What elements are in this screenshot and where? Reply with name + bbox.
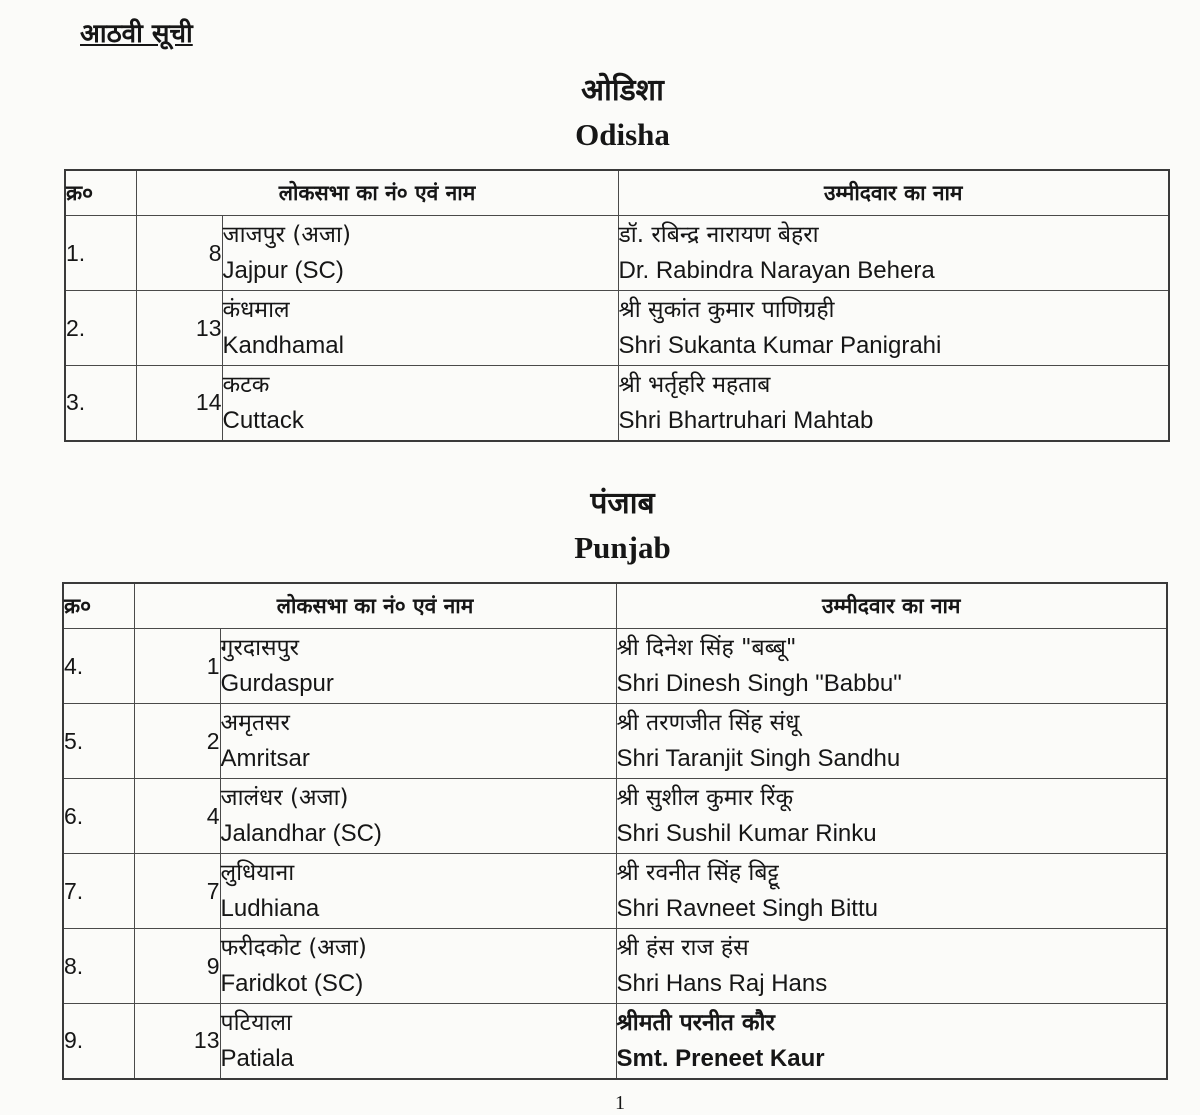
candidate-hindi: श्री हंस राज हंस [616,935,749,961]
candidate-name [618,291,1169,366]
serial-number: 6. [63,779,134,854]
constituency-name [222,216,618,291]
constituency-hindi: फरीदकोट (अजा) [220,935,367,961]
table-row [63,929,1167,1004]
table-row [65,216,1169,291]
candidate-english: Shri Sushil Kumar Rinku [616,820,877,847]
constituency-name [222,291,618,366]
table-row [63,779,1167,854]
serial-number: 7. [63,854,134,929]
candidate-english: Shri Ravneet Singh Bittu [616,895,878,922]
serial-number: 8. [63,929,134,1004]
constituency-hindi: जाजपुर (अजा) [222,222,351,248]
constituency-header: लोकसभा का नं० एवं नाम [134,583,616,629]
table-row [65,366,1169,441]
candidate-name [616,704,1167,779]
table-header-row [63,583,1167,629]
candidate-hindi: श्री भर्तृहरि महताब [618,371,771,398]
candidate-header: उम्मीदवार का नाम [616,583,1167,629]
constituency-name [220,929,616,1004]
candidate-name [616,1004,1167,1079]
constituency-name [220,704,616,779]
constituency-english: Amritsar [220,745,310,772]
state-title-english: Punjab [574,530,671,565]
candidate-hindi: श्री सुशील कुमार रिंकू [616,785,794,811]
constituency-header: लोकसभा का नं० एवं नाम [136,170,618,216]
constituency-english: Kandhamal [222,332,344,359]
constituency-english: Jalandhar (SC) [220,820,382,847]
serial-number: 1. [65,216,136,291]
serial-header: क्र० [63,583,134,629]
page-number: 1 [615,1092,625,1114]
candidate-english: Shri Bhartruhari Mahtab [618,406,874,434]
constituency-english: Jajpur (SC) [222,257,344,284]
constituency-english: Gurdaspur [220,670,334,697]
serial-header: क्र० [65,170,136,216]
serial-number: 3. [65,366,136,441]
candidate-english: Shri Sukanta Kumar Panigrahi [618,332,942,359]
serial-number: 4. [63,629,134,704]
serial-number: 5. [63,704,134,779]
candidate-name [616,854,1167,929]
constituency-number: 4 [134,779,220,854]
constituency-number: 7 [134,854,220,929]
table-row [63,854,1167,929]
serial-number: 9. [63,1004,134,1079]
table-row [63,629,1167,704]
constituency-name [222,366,618,441]
constituency-english: Ludhiana [220,895,320,922]
table-row [63,704,1167,779]
constituency-name [220,629,616,704]
candidate-hindi: श्री रवनीत सिंह बिट्टू [616,860,779,886]
candidate-english: Shri Taranjit Singh Sandhu [616,745,901,772]
candidate-name [616,929,1167,1004]
candidate-english: Shri Hans Raj Hans [616,970,828,997]
constituency-hindi: जालंधर (अजा) [220,785,349,811]
constituency-hindi: लुधियाना [220,860,295,886]
candidate-hindi: डॉ. रबिन्द्र नारायण बेहरा [618,222,819,248]
constituency-name [220,1004,616,1079]
candidate-name [618,216,1169,291]
constituency-name [220,854,616,929]
candidate-name [618,366,1169,441]
state-title-hindi: ओडिशा [581,73,664,108]
constituency-english: Faridkot (SC) [220,970,364,997]
constituency-name [220,779,616,854]
list-title: आठवी सूची [80,19,193,49]
state-title-hindi: पंजाब [590,486,655,521]
constituency-number: 2 [134,704,220,779]
constituency-hindi: कंधमाल [222,297,290,323]
candidate-english: Dr. Rabindra Narayan Behera [618,257,935,284]
constituency-number: 13 [136,291,222,366]
punjab-candidates-table [62,582,1168,1080]
odisha-candidates-table [64,169,1170,442]
constituency-number: 14 [136,366,222,441]
serial-number: 2. [65,291,136,366]
constituency-hindi: कटक [222,371,270,398]
candidate-hindi: श्री सुकांत कुमार पाणिग्रही [618,297,835,323]
candidate-english: Smt. Preneet Kaur [616,1044,825,1072]
table-header-row [65,170,1169,216]
constituency-english: Patiala [220,1044,294,1072]
candidate-name [616,779,1167,854]
constituency-number: 1 [134,629,220,704]
constituency-number: 13 [134,1004,220,1079]
constituency-hindi: गुरदासपुर [220,635,300,661]
constituency-number: 8 [136,216,222,291]
candidate-hindi: श्री तरणजीत सिंह संधू [616,710,800,736]
state-title-english: Odisha [575,117,670,152]
table-row [65,291,1169,366]
candidate-hindi: श्रीमती परनीत कौर [616,1009,775,1036]
table-row [63,1004,1167,1079]
candidate-hindi: श्री दिनेश सिंह "बब्बू" [616,635,797,661]
candidate-english: Shri Dinesh Singh "Babbu" [616,670,902,697]
candidate-name [616,629,1167,704]
constituency-hindi: पटियाला [220,1009,292,1036]
constituency-english: Cuttack [222,406,304,434]
constituency-hindi: अमृतसर [220,710,290,736]
candidate-header: उम्मीदवार का नाम [618,170,1169,216]
constituency-number: 9 [134,929,220,1004]
